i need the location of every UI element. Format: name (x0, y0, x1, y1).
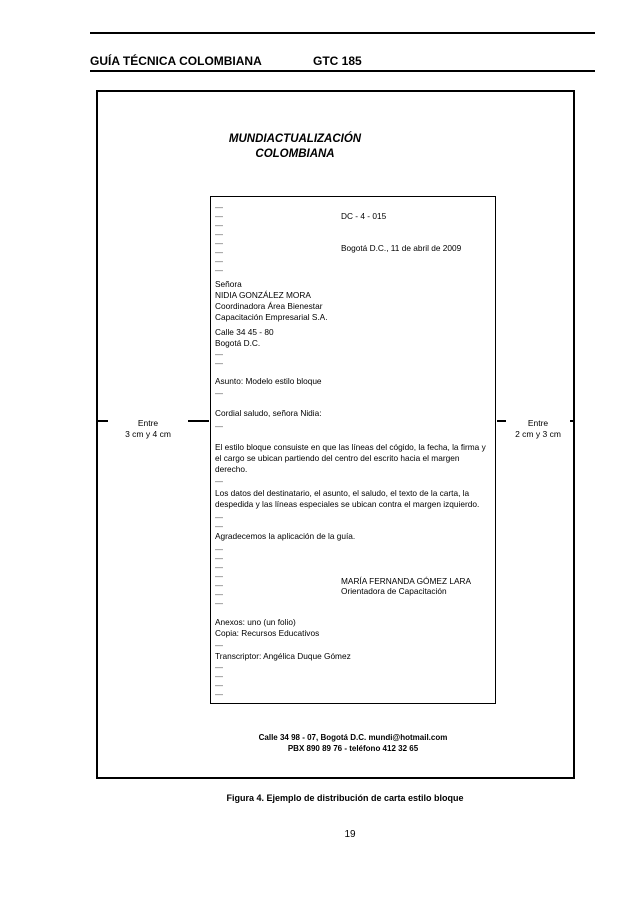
spacer-marks: — — — — — — — — (215, 203, 223, 275)
left-margin-label-line2: 3 cm y 4 cm (125, 429, 171, 439)
spacer-marks: — (215, 477, 223, 486)
letter-paragraph-1: El estilo bloque consuiste en que las líneas del cógido, la fecha, la firma y el cargo se ubican partiendo del centro del escrito hacia el margen derecho. (215, 442, 486, 474)
recipient-company: Capacitación Empresarial S.A. (215, 312, 328, 322)
spacer-marks: — — (215, 513, 223, 531)
header-title: GUÍA TÉCNICA COLOMBIANA (90, 54, 262, 68)
header-code: GTC 185 (313, 54, 362, 68)
letter-transcriber: Transcriptor: Angélica Duque Gómez (215, 651, 351, 661)
page-number: 19 (344, 829, 356, 840)
letter-greeting: Cordial saludo, señora Nidia: (215, 408, 322, 418)
company-name-line2: COLOMBIANA (255, 148, 335, 160)
letter-subject: Asunto: Modelo estilo bloque (215, 376, 322, 386)
spacer-marks: — (215, 389, 223, 398)
footer-phone: PBX 890 89 76 - teléfono 412 32 65 (287, 744, 419, 753)
company-name-line1: MUNDIACTUALIZACIÓN (228, 133, 362, 145)
signer-name: MARÍA FERNANDA GÓMEZ LARA (341, 576, 472, 586)
signer-role: Orientadora de Capacitación (341, 586, 447, 596)
right-margin-label-line2: 2 cm y 3 cm (515, 429, 561, 439)
letter-date: Bogotá D.C., 11 de abril de 2009 (341, 243, 462, 253)
recipient-name: NIDIA GONZÁLEZ MORA (215, 290, 311, 300)
recipient-address: Calle 34 45 - 80 (215, 327, 274, 337)
footer-address: Calle 34 98 - 07, Bogotá D.C. mundi@hotmail.com (258, 733, 448, 742)
letter-closing: Agradecemos la aplicación de la guía. (215, 531, 356, 541)
spacer-marks: — (215, 641, 223, 650)
spacer-marks: — — — — — — (215, 545, 223, 599)
letter-reference: DC - 4 - 015 (341, 211, 387, 221)
recipient-role: Coordinadora Área Bienestar (215, 301, 323, 311)
spacer-marks: — — (215, 350, 223, 368)
letter-attachments: Anexos: uno (un folio) (215, 617, 296, 627)
right-margin-label (506, 418, 570, 440)
recipient-city: Bogotá D.C. (215, 338, 261, 348)
header-bottom-rule (90, 70, 595, 72)
recipient-salutation: Señora (215, 279, 242, 289)
header-top-rule (90, 32, 595, 34)
figure-caption: Figura 4. Ejemplo de distribución de carta estilo bloque (226, 793, 464, 803)
letter-paragraph-2: Los datos del destinatario, el asunto, el saludo, el texto de la carta, la despedida y las líneas especiales se ubican contra el margen izquierdo. (215, 488, 480, 509)
letterhead-footer (200, 732, 506, 754)
left-margin-label (108, 418, 188, 440)
left-margin-label-line1: Entre (137, 418, 159, 428)
spacer-marks: — (215, 422, 223, 431)
letter-copy: Copia: Recursos Educativos (215, 628, 320, 638)
company-name (200, 132, 390, 162)
letter-box (210, 196, 496, 704)
spacer-marks: — (215, 599, 223, 608)
right-margin-label-line1: Entre (527, 418, 549, 428)
spacer-marks: — — — — (215, 663, 223, 699)
